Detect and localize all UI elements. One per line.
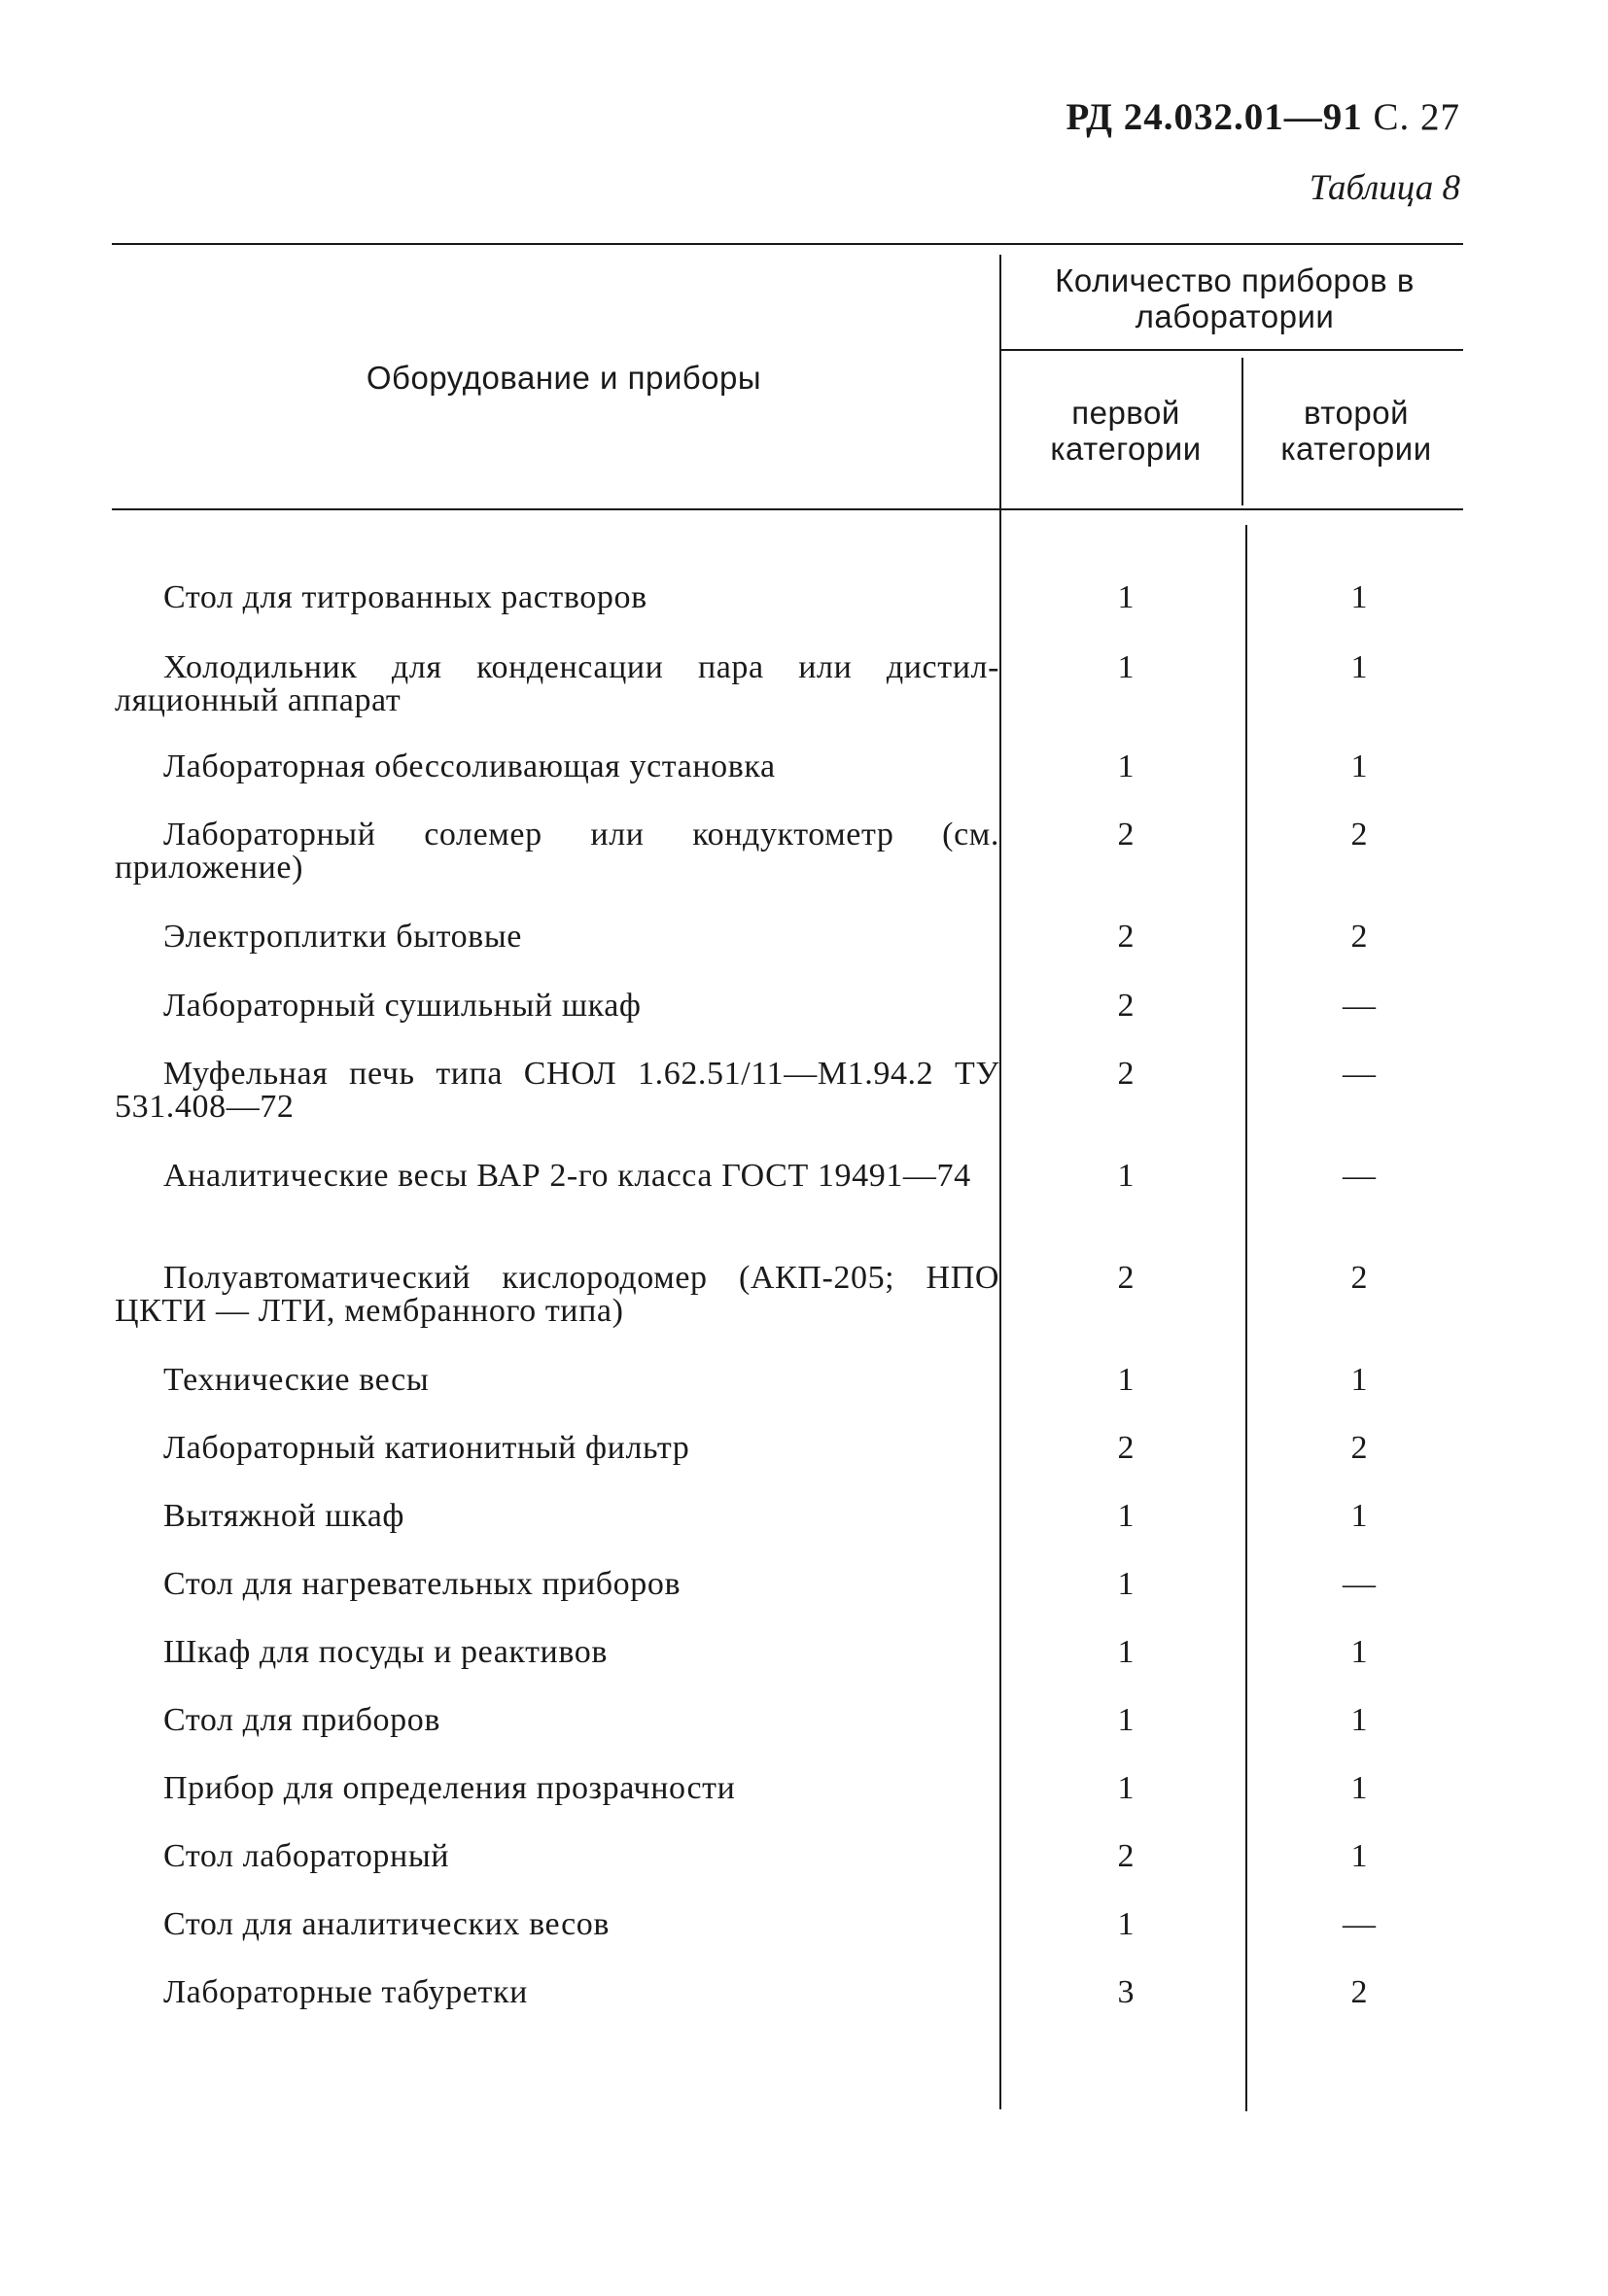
column-divider-1: [999, 255, 1001, 2109]
row-equipment-name: Вытяжной шкаф: [163, 1498, 405, 1534]
row-equipment-name: Аналитические весы ВАР 2-го класса ГОСТ 19491—74: [163, 1158, 971, 1194]
row-first-category-count: 2: [1117, 1056, 1135, 1092]
page-header: [1066, 95, 1461, 139]
row-second-category-count: 1: [1350, 748, 1368, 784]
row-first-category-count: 1: [1117, 1362, 1135, 1398]
row-equipment-name: Лабораторный солемер или кондуктометр (см. приложение): [115, 817, 999, 886]
row-second-category-count: 1: [1350, 1702, 1368, 1738]
header-bottom-rule: [112, 508, 1463, 510]
column-divider-2: [1245, 525, 1247, 2111]
row-equipment-name: Прибор для определения прозрачности: [163, 1770, 736, 1806]
row-first-category-count: 2: [1117, 1838, 1135, 1874]
row-equipment-name: Лабораторный катионитный фильтр: [163, 1430, 690, 1466]
row-equipment-name: Муфельная печь типа СНОЛ 1.62.51/11—М1.94.2 ТУ 531.408—72: [115, 1056, 999, 1125]
row-second-category-count: 1: [1350, 1770, 1368, 1806]
row-first-category-count: 1: [1117, 649, 1135, 685]
row-first-category-count: 2: [1117, 988, 1135, 1024]
page-number: С. 27: [1373, 96, 1460, 138]
row-first-category-count: 1: [1117, 1634, 1135, 1670]
row-equipment-name: Полуавтоматический кислородомер (АКП-205; НПО ЦКТИ — ЛТИ, мембранного типа): [115, 1260, 999, 1329]
row-first-category-count: 2: [1117, 1430, 1135, 1466]
row-equipment-name: Шкаф для посуды и реактивов: [163, 1634, 609, 1670]
row-equipment-name: Лабораторные табуретки: [163, 1974, 528, 2010]
row-first-category-count: 2: [1117, 919, 1135, 955]
row-second-category-count: 2: [1350, 1974, 1368, 2010]
row-first-category-count: 1: [1117, 1498, 1135, 1534]
header-quantity-group: Количество приборов в лаборатории: [1055, 262, 1415, 334]
row-first-category-count: 1: [1117, 748, 1135, 784]
row-equipment-name: Стол для приборов: [163, 1702, 441, 1738]
row-first-category-count: 1: [1117, 1158, 1135, 1194]
row-second-category-count: —: [1343, 988, 1376, 1024]
row-first-category-count: 1: [1117, 579, 1135, 615]
row-second-category-count: 2: [1350, 817, 1368, 852]
row-second-category-count: —: [1343, 1566, 1376, 1602]
row-equipment-name: Лабораторный сушильный шкаф: [163, 988, 642, 1024]
row-second-category-count: —: [1343, 1158, 1376, 1194]
row-first-category-count: 2: [1117, 1260, 1135, 1296]
row-second-category-count: 1: [1350, 1838, 1368, 1874]
row-equipment-name: Холодильник для конденсации пара или дистил-ляционный аппарат: [115, 649, 999, 718]
column-divider-2-header: [1241, 358, 1243, 505]
row-first-category-count: 1: [1117, 1566, 1135, 1602]
row-second-category-count: 2: [1350, 1430, 1368, 1466]
row-equipment-name: Лабораторная обессоливающая установка: [163, 748, 776, 784]
row-equipment-name: Электроплитки бытовые: [163, 919, 522, 955]
header-first-category: первой категории: [1050, 395, 1202, 467]
row-second-category-count: 1: [1350, 1634, 1368, 1670]
row-second-category-count: 1: [1350, 649, 1368, 685]
table-label: Таблица 8: [1309, 168, 1460, 208]
row-first-category-count: 1: [1117, 1702, 1135, 1738]
document-code: РД 24.032.01—91: [1066, 96, 1363, 138]
row-second-category-count: —: [1343, 1056, 1376, 1092]
row-equipment-name: Стол лабораторный: [163, 1838, 450, 1874]
header-second-category: второй категории: [1280, 395, 1432, 467]
row-first-category-count: 1: [1117, 1906, 1135, 1942]
row-equipment-name: Стол для нагревательных приборов: [163, 1566, 682, 1602]
row-second-category-count: 2: [1350, 919, 1368, 955]
row-first-category-count: 3: [1117, 1974, 1135, 2010]
header-equipment: Оборудование и приборы: [366, 360, 762, 396]
table-top-rule: [112, 243, 1463, 245]
row-equipment-name: Технические весы: [163, 1362, 430, 1398]
row-first-category-count: 2: [1117, 817, 1135, 852]
row-second-category-count: 1: [1350, 1498, 1368, 1534]
row-second-category-count: —: [1343, 1906, 1376, 1942]
row-first-category-count: 1: [1117, 1770, 1135, 1806]
group-header-rule: [1001, 349, 1463, 351]
row-second-category-count: 2: [1350, 1260, 1368, 1296]
row-equipment-name: Стол для титрованных растворов: [163, 579, 647, 615]
row-second-category-count: 1: [1350, 579, 1368, 615]
row-second-category-count: 1: [1350, 1362, 1368, 1398]
row-equipment-name: Стол для аналитических весов: [163, 1906, 611, 1942]
